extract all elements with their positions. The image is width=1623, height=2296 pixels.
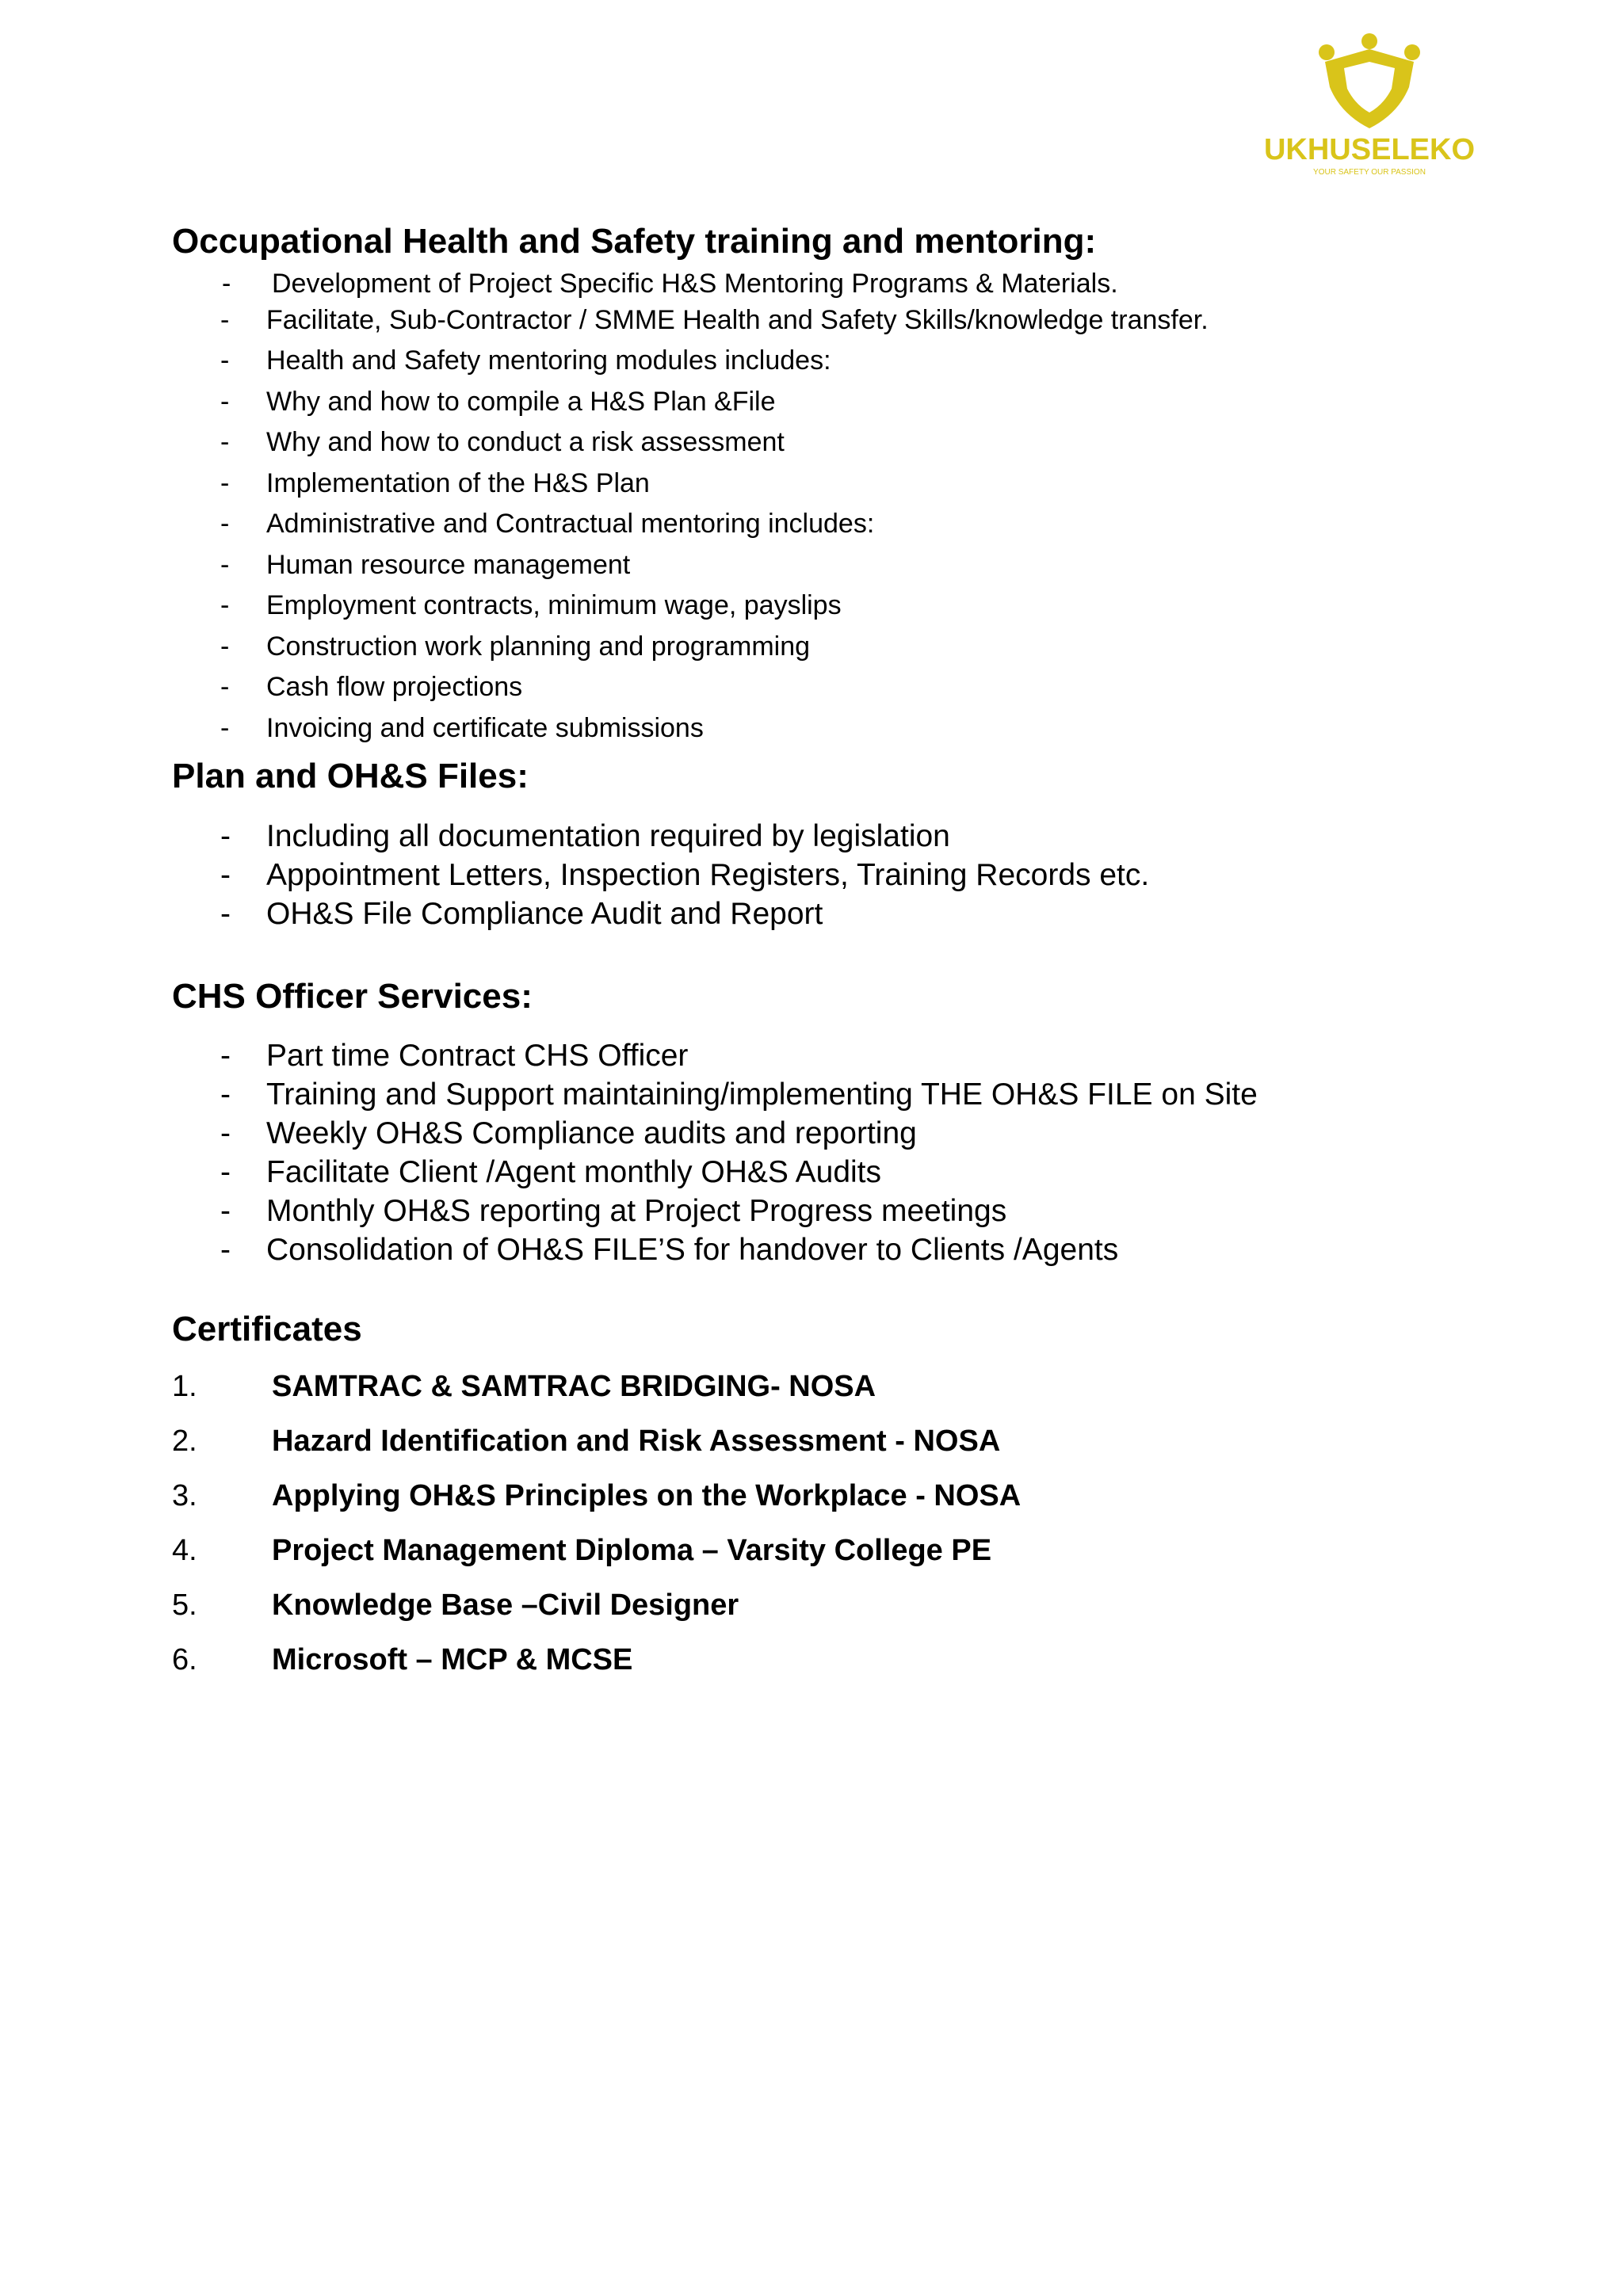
section-title-chs: CHS Officer Services: [172, 977, 533, 1016]
logo-tagline: YOUR SAFETY OUR PASSION [1313, 168, 1426, 177]
section-title-training: Occupational Health and Safety training and mentoring: [172, 222, 1097, 261]
shield-people-icon [1316, 32, 1423, 130]
section-title-plan: Plan and OH&S Files: [172, 757, 529, 795]
section-title-certificates: Certificates [172, 1310, 362, 1348]
logo-wordmark: UKHUSELEKO [1263, 133, 1476, 166]
company-logo [1258, 32, 1480, 190]
